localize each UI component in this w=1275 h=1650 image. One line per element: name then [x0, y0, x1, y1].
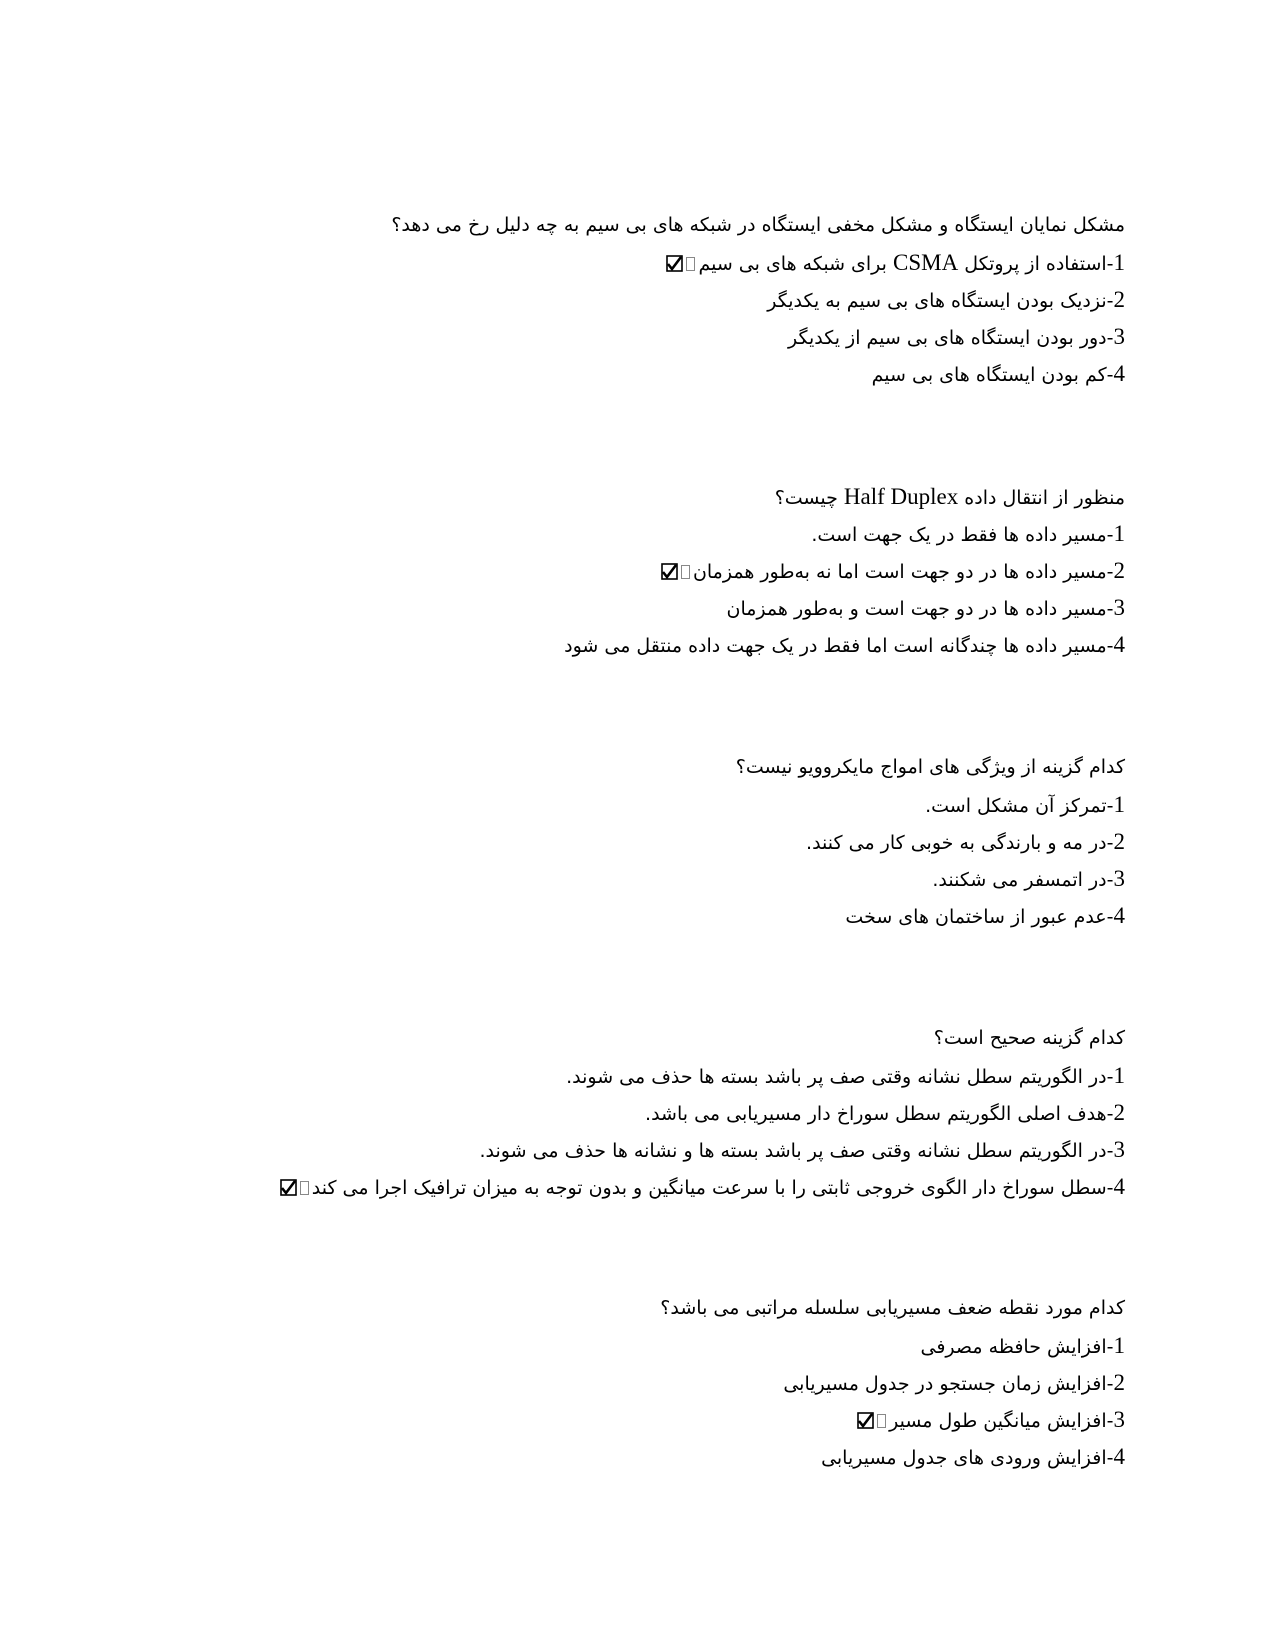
option-number: 2	[1113, 1100, 1125, 1125]
option-4	[225, 1438, 1125, 1475]
option-2	[225, 281, 1125, 318]
question-title: کدام مورد نقطه ضعف مسیریابی سلسله مراتبی می باشد؟	[660, 1297, 1125, 1319]
option-number: 3	[1113, 595, 1125, 620]
option-number: 4	[1113, 632, 1125, 657]
option-text: -مسیر داده ها چندگانه است اما فقط در یک جهت داده منتقل می شود	[564, 635, 1114, 657]
option-text: -افزایش میانگین طول مسیر	[889, 1410, 1114, 1432]
option-4	[225, 626, 1125, 663]
option-number: 1	[1113, 792, 1125, 817]
option-4	[225, 1168, 1125, 1205]
option-2	[225, 1364, 1125, 1401]
option-number: 4	[1113, 361, 1125, 386]
option-number: 1	[1113, 1333, 1125, 1358]
question-4	[225, 1020, 1125, 1205]
option-number: 3	[1113, 1407, 1125, 1432]
option-text: -نزدیک بودن ایستگاه های بی سیم به یکدیگر	[767, 290, 1114, 312]
option-number: 4	[1113, 1174, 1125, 1199]
question-title-latin: Half Duplex	[843, 484, 959, 509]
option-text: -افزایش حافظه مصرفی	[920, 1336, 1114, 1358]
option-number: 4	[1113, 1444, 1125, 1469]
option-4	[225, 897, 1125, 934]
option-text: -در اتمسفر می شکنند.	[932, 869, 1114, 891]
option-1	[225, 515, 1125, 552]
question-5	[225, 1290, 1125, 1475]
option-text: -هدف اصلی الگوریتم سطل سوراخ دار مسیریابی می باشد.	[645, 1103, 1114, 1125]
question-title-end: چیست؟	[774, 487, 844, 509]
option-1	[225, 1327, 1125, 1364]
option-text: -در الگوریتم سطل نشانه وقتی صف پر باشد بسته ها حذف می شوند.	[566, 1066, 1114, 1088]
question-title: کدام گزینه صحیح است؟	[933, 1027, 1125, 1049]
option-number: 3	[1113, 866, 1125, 891]
option-number: 2	[1113, 829, 1125, 854]
option-text: -مسیر داده ها فقط در یک جهت است.	[811, 524, 1114, 546]
option-1	[225, 244, 1125, 281]
question-title-text: منظور از انتقال داده	[958, 487, 1125, 509]
option-1	[225, 786, 1125, 823]
option-text: -سطل سوراخ دار الگوی خروجی ثابتی را با سرعت میانگین و بدون توجه به میزان ترافیک اجرا می کند	[311, 1177, 1114, 1199]
option-number: 1	[1113, 1063, 1125, 1088]
option-number: 1	[1113, 250, 1125, 275]
option-text: -افزایش ورودی های جدول مسیریابی	[821, 1447, 1114, 1469]
question-title: کدام گزینه از ویژگی های امواج مایکروویو نیست؟	[735, 756, 1125, 778]
checked-box-icon	[666, 248, 683, 265]
option-number: 4	[1113, 903, 1125, 928]
option-text: -عدم عبور از ساختمان های سخت	[845, 906, 1114, 928]
option-text: -مسیر داده ها در دو جهت است و به‌طور همزمان	[726, 598, 1114, 620]
question-title: مشکل نمایان ایستگاه و مشکل مخفی ایستگاه در شبکه های بی سیم به چه دلیل رخ می دهد؟	[391, 214, 1125, 236]
tofu-box-icon	[300, 1181, 309, 1195]
option-text: -دور بودن ایستگاه های بی سیم از یکدیگر	[787, 327, 1114, 349]
question-3	[225, 749, 1125, 934]
option-3	[225, 860, 1125, 897]
question-2	[225, 478, 1125, 663]
option-text: -مسیر داده ها در دو جهت است اما نه به‌طور همزمان	[692, 561, 1114, 583]
tofu-box-icon	[681, 565, 690, 579]
tofu-box-icon	[686, 257, 695, 271]
option-number: 2	[1113, 287, 1125, 312]
question-1	[225, 207, 1125, 392]
option-number: 3	[1113, 324, 1125, 349]
option-text-end: برای شبکه های بی سیم	[698, 253, 893, 275]
option-number: 1	[1113, 521, 1125, 546]
option-number: 2	[1113, 558, 1125, 583]
question-title	[225, 478, 1125, 515]
option-4	[225, 355, 1125, 392]
checked-box-icon	[661, 556, 678, 573]
option-3	[225, 589, 1125, 626]
option-3	[225, 318, 1125, 355]
option-text: -تمرکز آن مشکل است.	[925, 795, 1114, 817]
option-number: 2	[1113, 1370, 1125, 1395]
option-text: -در مه و بارندگی به خوبی کار می کنند.	[806, 832, 1114, 854]
option-text: -در الگوریتم سطل نشانه وقتی صف پر باشد بسته ها و نشانه ها حذف می شوند.	[479, 1140, 1114, 1162]
option-text: -استفاده از پروتکل	[958, 253, 1114, 275]
option-2	[225, 552, 1125, 589]
tofu-box-icon	[877, 1414, 886, 1428]
option-3	[225, 1131, 1125, 1168]
checked-box-icon	[857, 1405, 874, 1422]
option-latin-term: CSMA	[893, 250, 959, 275]
option-2	[225, 823, 1125, 860]
option-3	[225, 1401, 1125, 1438]
option-text: -کم بودن ایستگاه های بی سیم	[871, 364, 1114, 386]
checked-box-icon	[280, 1172, 297, 1189]
option-number: 3	[1113, 1137, 1125, 1162]
option-text: -افزایش زمان جستجو در جدول مسیریابی	[783, 1373, 1114, 1395]
option-1	[225, 1057, 1125, 1094]
option-2	[225, 1094, 1125, 1131]
